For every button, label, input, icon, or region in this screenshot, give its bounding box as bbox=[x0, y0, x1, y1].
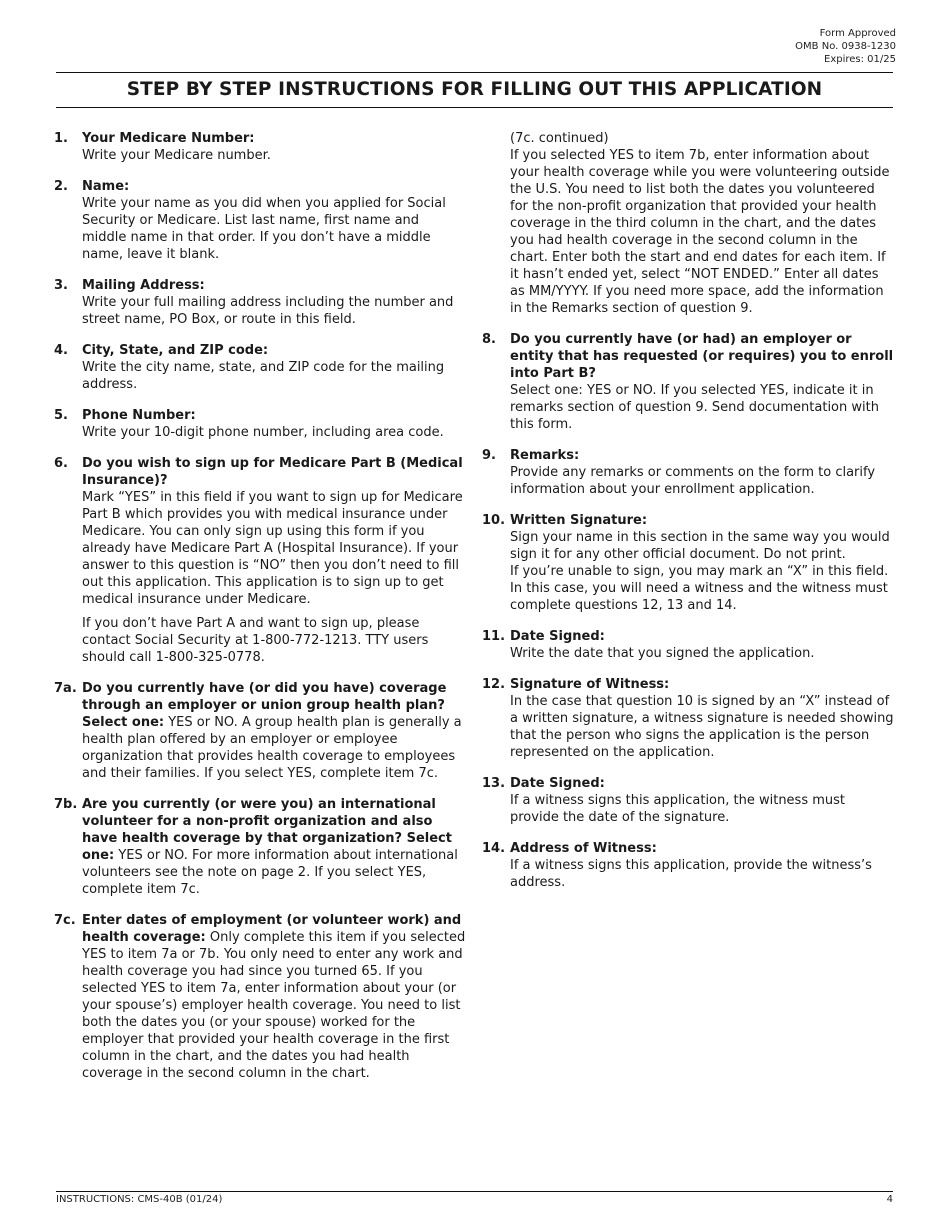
item-label: Address of Witness: bbox=[510, 841, 657, 856]
instruction-item-5 bbox=[54, 407, 466, 441]
title-bottom-rule bbox=[56, 107, 893, 108]
item-label: Do you currently have (or did you have) coverage through an employer or union group health plan? Select one: bbox=[82, 681, 447, 730]
item-number: 2. bbox=[54, 179, 68, 194]
item-label: Do you currently have (or had) an employer or entity that has requested (or requires) you to enroll into Part B? bbox=[510, 332, 894, 381]
item-number: 10. bbox=[482, 513, 506, 528]
omb-number: OMB No. 0938-1230 bbox=[795, 41, 896, 52]
form-identifier: INSTRUCTIONS: CMS-40B (01/24) bbox=[56, 1194, 223, 1205]
instruction-item-2 bbox=[54, 178, 466, 263]
item-text: Write your full mailing address including the number and street name, PO Box, or route in this field. bbox=[82, 295, 454, 327]
item-text: If a witness signs this application, provide the witness’s address. bbox=[510, 858, 872, 890]
item-number: 1. bbox=[54, 131, 68, 146]
item-text: Write your name as you did when you applied for Social Security or Medicare. List last name, first name and middle name in that order. If you don’t have a middle name, leave it blank. bbox=[82, 196, 446, 262]
item-label: Remarks: bbox=[510, 448, 580, 463]
instruction-item-8 bbox=[482, 331, 894, 433]
item-label: Do you wish to sign up for Medicare Part B (Medical Insurance)? bbox=[82, 456, 463, 488]
instruction-item-7a bbox=[54, 680, 466, 782]
item-number: 11. bbox=[482, 629, 506, 644]
instruction-item-7c-continued bbox=[510, 130, 894, 317]
item-text: YES or NO. For more information about international volunteers see the note on page 2. If you select YES, complete item 7c. bbox=[82, 848, 458, 897]
page-footer bbox=[56, 1194, 893, 1205]
item-number: 8. bbox=[482, 332, 496, 347]
title-top-rule bbox=[56, 72, 893, 73]
item-text-secondary: If you don’t have Part A and want to sign up, please contact Social Security at 1-800-772-1213. TTY users should call 1-800-325-0778. bbox=[82, 616, 429, 665]
item-text: Mark “YES” in this field if you want to sign up for Medicare Part B which provides you with medical insurance under Medicare. You can only sign up using this form if you already have Medicare Part A (Hospital Insurance). If your answer to this question is “NO” then you don’t need to fill out this application. This application is to sign up to get medical insurance under Medicare. bbox=[82, 490, 463, 607]
item-number: 5. bbox=[54, 408, 68, 423]
item-text: Write the date that you signed the application. bbox=[510, 646, 815, 661]
instruction-item-4 bbox=[54, 342, 466, 393]
item-text: YES or NO. A group health plan is generally a health plan offered by an employer or employee organization that provides health coverage to employees and their families. If you select YES, complete item 7c. bbox=[82, 715, 462, 781]
item-text: Write your 10-digit phone number, including area code. bbox=[82, 425, 444, 440]
item-number: 4. bbox=[54, 343, 68, 358]
item-label: Are you currently (or were you) an international volunteer for a non-profit organization and also have health coverage by that organization? Select one: bbox=[82, 797, 452, 863]
item-text: Only complete this item if you selected YES to item 7a or 7b. You only need to enter any work and health coverage you had since you turned 65. If you selected YES to item 7a, enter information about your (or your spouse’s) employer health coverage. You need to list both the dates you (or your spouse) worked for the employer that provided your health coverage in the first column in the chart, and the dates you had health coverage in the second column in the chart. bbox=[82, 930, 466, 1081]
item-number: 6. bbox=[54, 456, 68, 471]
instruction-item-7c bbox=[54, 912, 466, 1082]
item-number: 12. bbox=[482, 677, 506, 692]
item-label: Date Signed: bbox=[510, 776, 605, 791]
item-number: 9. bbox=[482, 448, 496, 463]
item-number: 7a. bbox=[54, 681, 77, 696]
item-text: If you selected YES to item 7b, enter information about your health coverage while you were volunteering outside the U.S. You need to list both the dates you volunteered for the non-profit organization that provided your health coverage in the third column in the chart, and the dates you had health coverage in the second column in the chart. Enter both the start and end dates for each item. If it hasn’t ended yet, select “NOT ENDED.” Enter all dates as MM/YYYY. If you need more space, add the information in the Remarks section of question 9. bbox=[510, 148, 890, 316]
item-label: City, State, and ZIP code: bbox=[82, 343, 269, 358]
item-label: Signature of Witness: bbox=[510, 677, 670, 692]
item-label: Written Signature: bbox=[510, 513, 648, 528]
footer-rule bbox=[56, 1191, 893, 1192]
item-number: 7b. bbox=[54, 797, 78, 812]
omb-expiration: Expires: 01/25 bbox=[824, 54, 896, 65]
item-text: Write your Medicare number. bbox=[82, 148, 271, 163]
item-label: Date Signed: bbox=[510, 629, 605, 644]
instruction-item-7b bbox=[54, 796, 466, 898]
item-number: 3. bbox=[54, 278, 68, 293]
page-number: 4 bbox=[886, 1194, 893, 1205]
instruction-item-1 bbox=[54, 130, 466, 164]
item-text: Sign your name in this section in the same way you would sign it for any other official document. Do not print. bbox=[510, 530, 890, 562]
instruction-item-3 bbox=[54, 277, 466, 328]
item-label: Your Medicare Number: bbox=[82, 131, 255, 146]
item-label: Enter dates of employment (or volunteer work) and health coverage: bbox=[82, 913, 462, 945]
right-column bbox=[482, 130, 894, 905]
instruction-item-12 bbox=[482, 676, 894, 761]
omb-form-approved: Form Approved bbox=[819, 28, 896, 39]
item-text-secondary: If you’re unable to sign, you may mark an “X” in this field. In this case, you will need a witness and the witness must complete questions 12, 13 and 14. bbox=[510, 564, 889, 613]
omb-approval-block bbox=[795, 27, 896, 66]
item-text: In the case that question 10 is signed by an “X” instead of a written signature, a witness signature is needed showing that the person who signs the application is the person represented on the application. bbox=[510, 694, 894, 760]
item-text: Write the city name, state, and ZIP code for the mailing address. bbox=[82, 360, 445, 392]
item-number: 13. bbox=[482, 776, 506, 791]
item-number: 7c. bbox=[54, 913, 76, 928]
page-title: STEP BY STEP INSTRUCTIONS FOR FILLING OUT THIS APPLICATION bbox=[126, 79, 823, 100]
instruction-item-9 bbox=[482, 447, 894, 498]
instruction-item-11 bbox=[482, 628, 894, 662]
instruction-item-13 bbox=[482, 775, 894, 826]
item-text: If a witness signs this application, the witness must provide the date of the signature. bbox=[510, 793, 846, 825]
continued-label: (7c. continued) bbox=[510, 131, 609, 146]
item-number: 14. bbox=[482, 841, 506, 856]
instruction-item-6 bbox=[54, 455, 466, 666]
item-text: Select one: YES or NO. If you selected YES, indicate it in remarks section of question 9. Send documentation with this form. bbox=[510, 383, 879, 432]
item-label: Phone Number: bbox=[82, 408, 196, 423]
instruction-item-14 bbox=[482, 840, 894, 891]
instruction-item-10 bbox=[482, 512, 894, 614]
left-column bbox=[54, 130, 466, 1096]
item-label: Mailing Address: bbox=[82, 278, 205, 293]
item-text: Provide any remarks or comments on the form to clarify information about your enrollment application. bbox=[510, 465, 876, 497]
item-label: Name: bbox=[82, 179, 130, 194]
